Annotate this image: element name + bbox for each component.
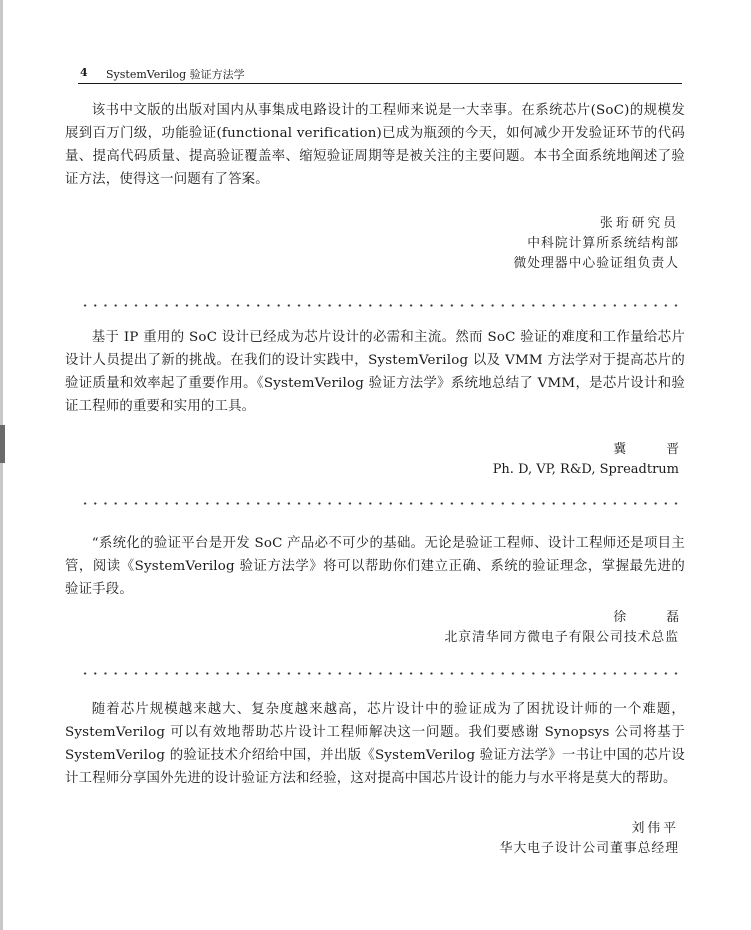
- signature-org: 中科院计算所系统结构部: [527, 236, 679, 251]
- signature-name: 冀 晋: [613, 442, 697, 457]
- scan-mark: [0, 425, 5, 463]
- signature-role: 北京清华同方微电子有限公司技术总监: [444, 630, 679, 645]
- dotted-divider: [80, 672, 682, 675]
- endorsement-text-2: 基于 IP 重用的 SoC 设计已经成为芯片设计的必需和主流。然而 SoC 验证的难度和工作量给芯片设计人员提出了新的挑战。在我们的设计实践中，SystemVerilog 以及 VMM 方法学对于提高芯片的验证质量和效率起了重要作用。《SystemVerilog 验证方法学》系统地总结了 VMM，是芯片设计和验证工程师的重要和实用的工具。: [65, 330, 685, 414]
- endorsement-text-4: 随着芯片规模越来越大、复杂度越来越高，芯片设计中的验证成为了困扰设计师的一个难题，SystemVerilog 可以有效地帮助芯片设计工程师解决这一问题。我们要感谢 Synopsys 公司将基于 SystemVerilog 的验证技术介绍给中国，并出版《SystemVerilog 验证方法学》一书让中国的芯片设计工程师分享国外先进的设计验证方法和经验，这对提高中国芯片设计的能力与水平将是莫大的帮助。: [65, 702, 685, 786]
- scan-edge: [0, 0, 3, 930]
- signature-role: Ph. D, VP, R&D, Spreadtrum: [492, 462, 679, 477]
- dotted-divider: [80, 304, 682, 307]
- running-header: [78, 64, 682, 84]
- signature-name: 张珩研究员: [600, 216, 679, 231]
- running-title: SystemVerilog 验证方法学: [106, 68, 245, 81]
- endorsement-text-3: “系统化的验证平台是开发 SoC 产品必不可少的基础。无论是验证工程师、设计工程师还是项目主管，阅读《SystemVerilog 验证方法学》将可以帮助你们建立正确、系统的验证理念，掌握最先进的验证手段。: [65, 536, 685, 597]
- signature-role: 微处理器中心验证组负责人: [513, 256, 679, 271]
- signature-1: [513, 214, 679, 274]
- signature-role: 华大电子设计公司董事总经理: [499, 841, 679, 856]
- signature-4: [500, 819, 679, 859]
- endorsement-text-1: 该书中文版的出版对国内从事集成电路设计的工程师来说是一大幸事。在系统芯片(SoC)的规模发展到百万门级，功能验证(functional verification)已成为瓶颈的今天，如何减少开发验证环节的代码量、提高代码质量、提高验证覆盖率、缩短验证周期等是被关注的主要问题。本书全面系统地阐述了验证方法，使得这一问题有了答案。: [65, 103, 685, 187]
- signature-name: 刘伟平: [631, 821, 679, 836]
- signature-name: 徐 磊: [613, 610, 697, 625]
- signature-2: [492, 440, 697, 480]
- page-number: 4: [80, 66, 88, 79]
- signature-3: [444, 608, 697, 648]
- dotted-divider: [80, 502, 682, 505]
- header-rule: [78, 83, 682, 84]
